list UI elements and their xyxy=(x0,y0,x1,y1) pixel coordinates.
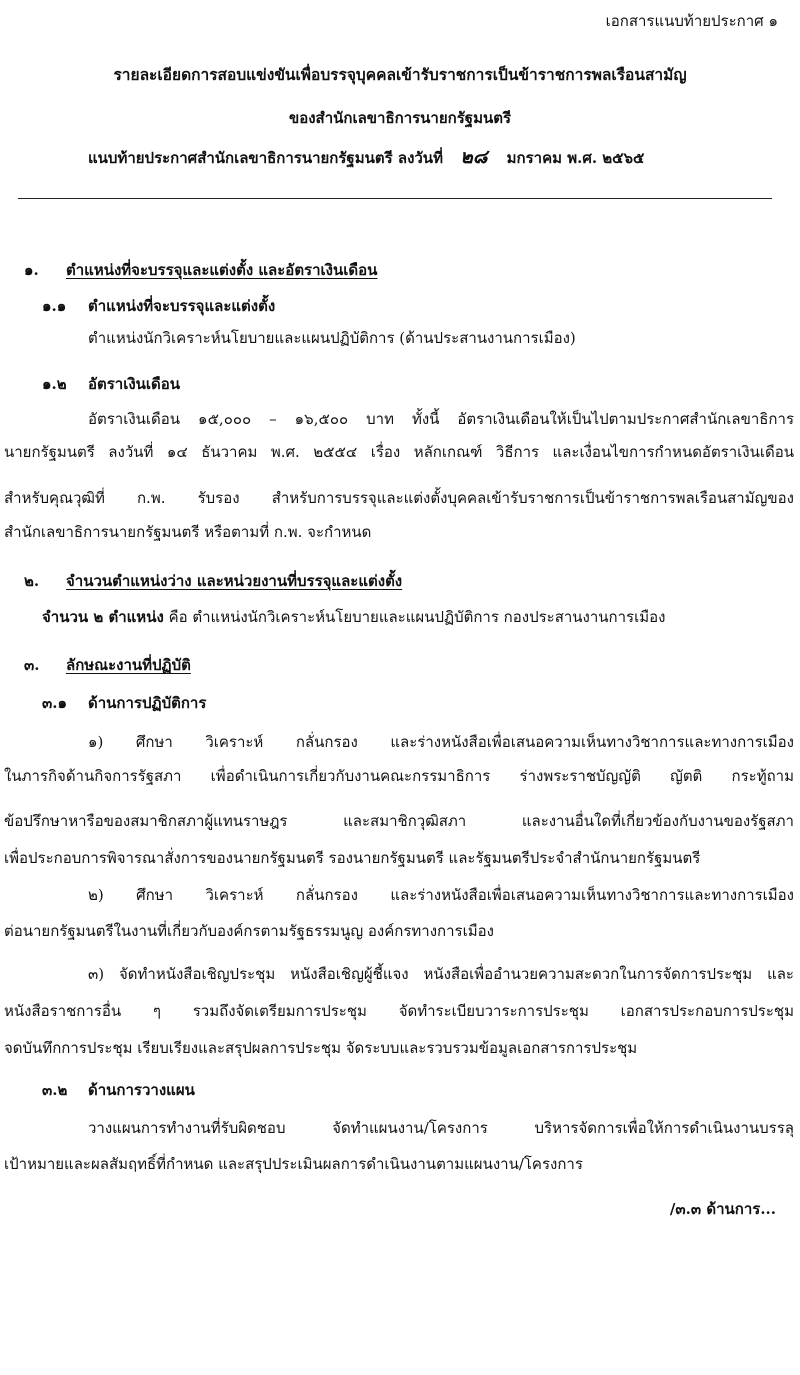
section-1-number: ๑. xyxy=(24,261,39,279)
section-3-number: ๓. xyxy=(24,656,40,674)
section-3-1-item-1-line: เพื่อประกอบการพิจารณาสั่งการของนายกรัฐมนตรี รองนายกรัฐมนตรี และรัฐมนตรีประจำสำนักนายกรัฐมนตรี xyxy=(4,849,701,867)
section-3-1-item-1-line: ข้อปรึกษาหารือของสมาชิกสภาผู้แทนราษฎร และสมาชิกวุฒิสภา และงานอื่นใดที่เกี่ยวข้องกับงานของรัฐสภา xyxy=(4,812,794,830)
section-3-1-item-3-line: จดบันทึกการประชุม เรียบเรียงและสรุปผลการประชุม จัดระบบและรวบรวมข้อมูลเอกสารการประชุม xyxy=(4,1039,638,1057)
section-3-1-item-2-line: ต่อนายกรัฐมนตรีในงานที่เกี่ยวกับองค์กรตามรัฐธรรมนูญ องค์กรทางการเมือง xyxy=(4,922,494,940)
handwritten-day: ๒๘ xyxy=(460,146,488,168)
title-line-3 xyxy=(88,146,644,169)
section-1-2-line: อัตราเงินเดือน ๑๕,๐๐๐ – ๑๖,๕๐๐ บาท ทั้งนี้ อัตราเงินเดือนให้เป็นไปตามประกาศสำนักเลขาธิการ xyxy=(88,410,794,428)
section-2-description: คือ ตำแหน่งนักวิเคราะห์นโยบายและแผนปฏิบัติการ กองประสานงานการเมือง xyxy=(168,608,666,626)
section-3-2-heading: ด้านการวางแผน xyxy=(88,1081,195,1099)
section-2-count: จำนวน ๒ ตำแหน่ง xyxy=(42,608,164,626)
section-3-1-item-1-line: ๑) ศึกษา วิเคราะห์ กลั่นกรอง และร่างหนังสือเพื่อเสนอความเห็นทางวิชาการและทางการเมือง xyxy=(88,733,794,751)
section-1-2-line: สำหรับคุณวุฒิที่ ก.พ. รับรอง สำหรับการบรรจุและแต่งตั้งบุคคลเข้ารับราชการเป็นข้าราชการพลเรือนสามัญของ xyxy=(4,489,794,507)
section-3-2-line: เป้าหมายและผลสัมฤทธิ์ที่กำหนด และสรุปประเมินผลการดำเนินงานตามแผนงาน/โครงการ xyxy=(4,1155,583,1173)
attachment-label: เอกสารแนบท้ายประกาศ ๑ xyxy=(605,12,778,30)
section-3-2-line: วางแผนการทำงานที่รับผิดชอบ จัดทำแผนงาน/โครงการ บริหารจัดการเพื่อให้การดำเนินงานบรรลุ xyxy=(88,1119,794,1137)
section-1-1-number: ๑.๑ xyxy=(42,297,67,315)
header-divider xyxy=(18,198,772,199)
section-3-1-item-1-line: ในภารกิจด้านกิจการรัฐสภา เพื่อดำเนินการเกี่ยวกับงานคณะกรรมาธิการ ร่างพระราชบัญญัติ ญัตติ กระทู้ถาม xyxy=(4,767,794,785)
section-1-1-heading: ตำแหน่งที่จะบรรจุและแต่งตั้ง xyxy=(88,297,276,315)
section-1-2-line: นายกรัฐมนตรี ลงวันที่ ๑๔ ธันวาคม พ.ศ. ๒๕๕๔ เรื่อง หลักเกณฑ์ วิธีการ และเงื่อนไขการกำหนดอัตราเงินเดือน xyxy=(4,443,794,461)
section-3-1-item-2-line: ๒) ศึกษา วิเคราะห์ กลั่นกรอง และร่างหนังสือเพื่อเสนอความเห็นทางวิชาการและทางการเมือง xyxy=(88,886,794,904)
section-1-2-number: ๑.๒ xyxy=(42,375,67,393)
section-3-2-number: ๓.๒ xyxy=(42,1081,68,1099)
section-3-1-item-3-line: ๓) จัดทำหนังสือเชิญประชุม หนังสือเชิญผู้ชี้แจง หนังสือเพื่ออำนวยความสะดวกในการจัดการประชุม และ xyxy=(88,965,794,983)
section-2-text xyxy=(42,606,665,628)
section-3-1-heading: ด้านการปฏิบัติการ xyxy=(88,694,207,712)
section-3-1-item-3-line: หนังสือราชการอื่น ๆ รวมถึงจัดเตรียมการประชุม จัดทำระเบียบวาระการประชุม เอกสารประกอบการประชุม xyxy=(4,1002,794,1020)
section-1-1-text: ตำแหน่งนักวิเคราะห์นโยบายและแผนปฏิบัติการ (ด้านประสานงานการเมือง) xyxy=(88,329,576,347)
title-line-1: รายละเอียดการสอบแข่งขันเพื่อบรรจุบุคคลเข้ารับราชการเป็นข้าราชการพลเรือนสามัญ xyxy=(113,65,687,84)
title-line-2: ของสำนักเลขาธิการนายกรัฐมนตรี xyxy=(288,109,512,127)
section-2-heading: จำนวนตำแหน่งว่าง และหน่วยงานที่บรรจุและแต่งตั้ง xyxy=(66,572,403,590)
section-1-heading: ตำแหน่งที่จะบรรจุและแต่งตั้ง และอัตราเงินเดือน xyxy=(66,261,378,279)
section-1-2-heading: อัตราเงินเดือน xyxy=(88,375,181,393)
title-line-3-suffix: มกราคม พ.ศ. ๒๕๖๕ xyxy=(506,149,645,167)
section-2-number: ๒. xyxy=(24,572,40,590)
section-1-2-line: สำนักเลขาธิการนายกรัฐมนตรี หรือตามที่ ก.พ. จะกำหนด xyxy=(4,523,372,541)
title-line-3-prefix: แนบท้ายประกาศสำนักเลขาธิการนายกรัฐมนตรี ลงวันที่ xyxy=(88,149,443,167)
section-3-1-number: ๓.๑ xyxy=(42,694,67,712)
continuation-marker: /๓.๓ ด้านการ... xyxy=(669,1200,776,1218)
section-3-heading: ลักษณะงานที่ปฏิบัติ xyxy=(66,656,191,674)
